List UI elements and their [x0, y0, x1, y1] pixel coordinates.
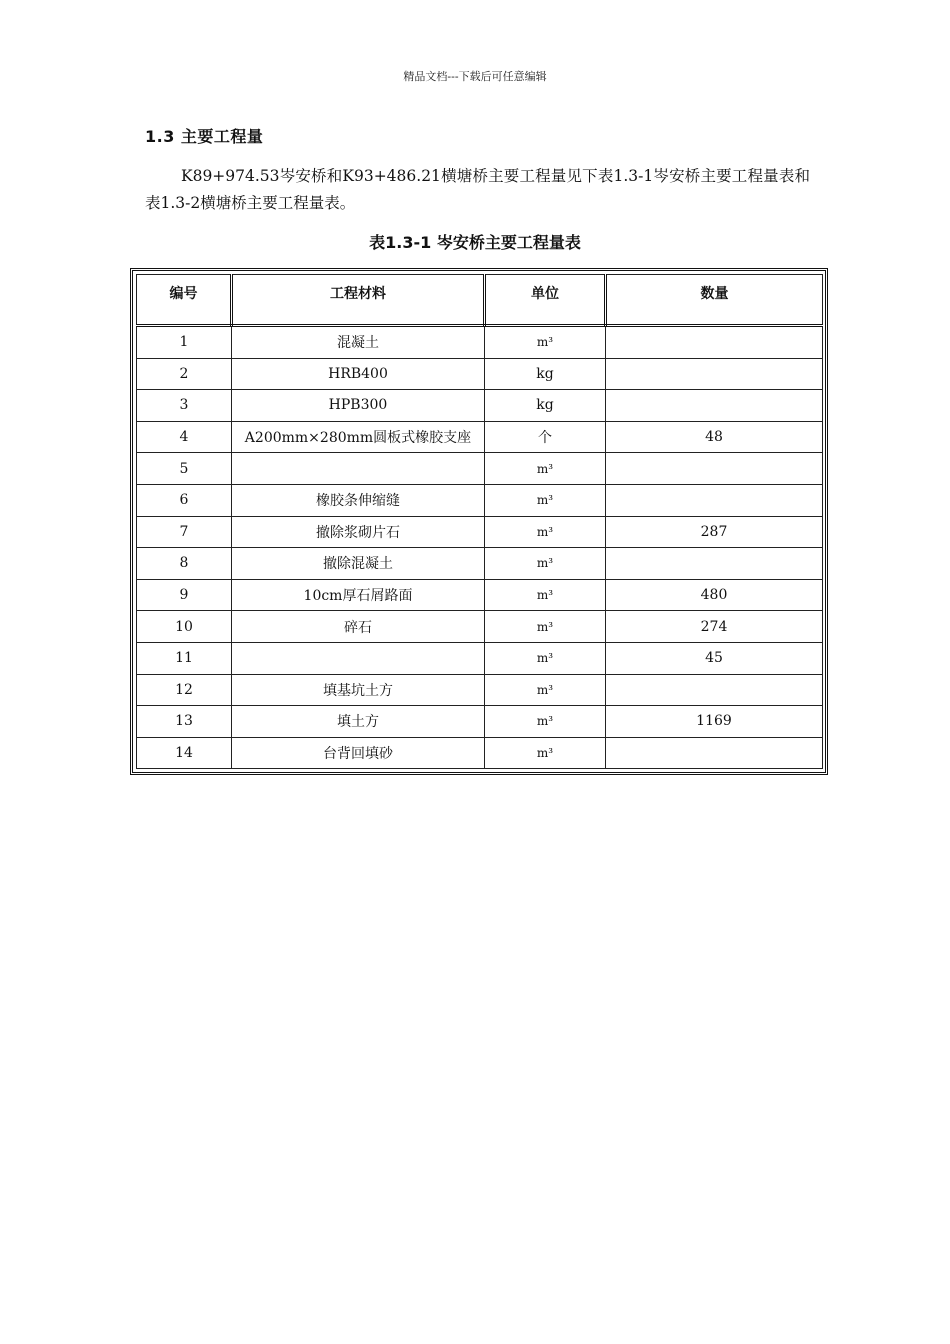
row-unit: m³	[485, 642, 606, 674]
row-number: 2	[137, 358, 232, 390]
row-number: 7	[137, 516, 232, 548]
row-number: 4	[137, 421, 232, 453]
row-quantity	[606, 737, 823, 769]
column-header-quantity: 数量	[606, 275, 823, 326]
row-quantity	[606, 453, 823, 485]
table-row	[137, 548, 823, 580]
row-number: 13	[137, 706, 232, 738]
row-material: 混凝土	[232, 326, 485, 359]
column-header-material: 工程材料	[232, 275, 485, 326]
table-row	[137, 453, 823, 485]
row-quantity	[606, 674, 823, 706]
row-unit: m³	[485, 484, 606, 516]
row-quantity: 287	[606, 516, 823, 548]
row-number: 10	[137, 611, 232, 643]
row-quantity	[606, 390, 823, 422]
row-number: 8	[137, 548, 232, 580]
table-row	[137, 674, 823, 706]
quantity-table	[136, 274, 823, 769]
table-header-row	[137, 275, 823, 326]
row-material: 撤除混凝土	[232, 548, 485, 580]
table-caption: 表1.3-1 岑安桥主要工程量表	[369, 233, 581, 252]
row-material: HRB400	[232, 358, 485, 390]
row-quantity: 45	[606, 642, 823, 674]
row-quantity: 48	[606, 421, 823, 453]
column-header-unit: 单位	[485, 275, 606, 326]
column-header-number: 编号	[137, 275, 232, 326]
row-material	[232, 642, 485, 674]
row-number: 6	[137, 484, 232, 516]
row-quantity	[606, 326, 823, 359]
row-material: 撤除浆砌片石	[232, 516, 485, 548]
table-row	[137, 484, 823, 516]
row-quantity	[606, 484, 823, 516]
row-number: 9	[137, 579, 232, 611]
row-material: 10cm厚石屑路面	[232, 579, 485, 611]
row-quantity: 1169	[606, 706, 823, 738]
row-quantity	[606, 548, 823, 580]
table-row	[137, 516, 823, 548]
intro-paragraph: K89+974.53岑安桥和K93+486.21横塘桥主要工程量见下表1.3-1岑安桥主要工程量表和表1.3-2横塘桥主要工程量表。	[145, 167, 810, 212]
table-row	[137, 421, 823, 453]
row-material: 填土方	[232, 706, 485, 738]
row-unit: m³	[485, 548, 606, 580]
row-unit: m³	[485, 326, 606, 359]
row-unit: 个	[485, 421, 606, 453]
row-quantity: 480	[606, 579, 823, 611]
table-row	[137, 737, 823, 769]
row-unit: m³	[485, 611, 606, 643]
row-material: 填基坑土方	[232, 674, 485, 706]
table-row	[137, 390, 823, 422]
table-row	[137, 611, 823, 643]
row-number: 3	[137, 390, 232, 422]
row-material: HPB300	[232, 390, 485, 422]
row-material: A200mm×280mm圆板式橡胶支座	[232, 421, 485, 453]
table-row	[137, 642, 823, 674]
row-unit: m³	[485, 674, 606, 706]
row-number: 12	[137, 674, 232, 706]
table-row	[137, 326, 823, 359]
row-unit: m³	[485, 516, 606, 548]
row-number: 11	[137, 642, 232, 674]
row-number: 14	[137, 737, 232, 769]
quantity-table-frame	[130, 268, 828, 775]
row-material: 橡胶条伸缩缝	[232, 484, 485, 516]
row-number: 1	[137, 326, 232, 359]
row-quantity	[606, 358, 823, 390]
row-unit: m³	[485, 706, 606, 738]
table-row	[137, 706, 823, 738]
table-row	[137, 579, 823, 611]
row-unit: kg	[485, 390, 606, 422]
row-unit: m³	[485, 737, 606, 769]
row-unit: kg	[485, 358, 606, 390]
row-quantity: 274	[606, 611, 823, 643]
row-unit: m³	[485, 579, 606, 611]
row-unit: m³	[485, 453, 606, 485]
table-row	[137, 358, 823, 390]
row-material: 台背回填砂	[232, 737, 485, 769]
section-title: 1.3 主要工程量	[145, 127, 264, 146]
row-material	[232, 453, 485, 485]
row-number: 5	[137, 453, 232, 485]
row-material: 碎石	[232, 611, 485, 643]
page-header: 精品文档---下载后可任意编辑	[403, 70, 547, 83]
